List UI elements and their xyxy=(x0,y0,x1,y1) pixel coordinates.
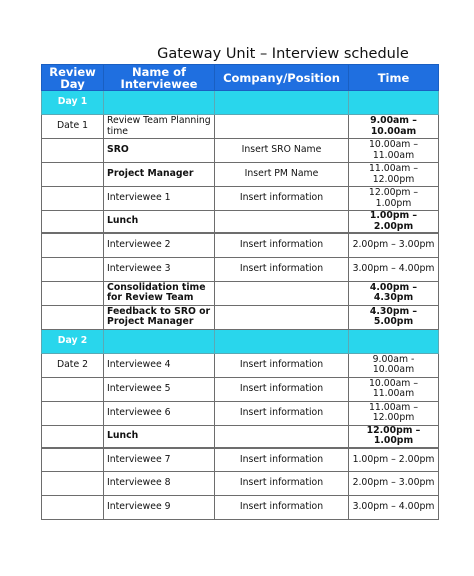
day-cell xyxy=(42,425,104,448)
company-position-cell xyxy=(215,305,349,329)
company-position-cell: Insert information xyxy=(215,377,349,401)
schedule-row xyxy=(42,257,439,281)
interviewee-name-cell: Interviewee 3 xyxy=(104,257,215,281)
day-band-cell xyxy=(349,329,439,353)
time-cell: 9.00am - 10.00am xyxy=(349,353,439,377)
company-position-cell xyxy=(215,425,349,448)
company-position-cell: Insert information xyxy=(215,496,349,520)
day-cell xyxy=(42,496,104,520)
lunch-row xyxy=(42,211,439,234)
day-cell: Date 1 xyxy=(42,115,104,139)
day-cell xyxy=(42,401,104,425)
schedule-row xyxy=(42,115,439,139)
interviewee-name-cell: Interviewee 4 xyxy=(104,353,215,377)
time-cell: 1.00pm – 2.00pm xyxy=(349,211,439,234)
company-position-cell: Insert information xyxy=(215,233,349,257)
day-band-cell xyxy=(215,329,349,353)
time-cell: 11.00am – 12.00pm xyxy=(349,163,439,187)
day-band-cell xyxy=(349,91,439,115)
time-cell: 4.30pm – 5.00pm xyxy=(349,305,439,329)
header-review-day: Review Day xyxy=(42,65,104,91)
header-row xyxy=(42,65,439,91)
header-company: Company/Position xyxy=(215,65,349,91)
schedule-row xyxy=(42,377,439,401)
interviewee-name-cell: Consolidation time for Review Team xyxy=(104,281,215,305)
schedule-row xyxy=(42,496,439,520)
interviewee-name-cell: Interviewee 2 xyxy=(104,233,215,257)
interviewee-name-cell: Interviewee 7 xyxy=(104,448,215,472)
day-cell xyxy=(42,163,104,187)
company-position-cell: Insert information xyxy=(215,401,349,425)
time-cell: 12.00pm – 1.00pm xyxy=(349,187,439,211)
time-cell: 2.00pm – 3.00pm xyxy=(349,472,439,496)
header-name: Name of Interviewee xyxy=(104,65,215,91)
day-cell: Date 2 xyxy=(42,353,104,377)
schedule-row xyxy=(42,472,439,496)
company-position-cell: Insert information xyxy=(215,187,349,211)
company-position-cell: Insert information xyxy=(215,353,349,377)
day-cell xyxy=(42,281,104,305)
schedule-row xyxy=(42,353,439,377)
day-cell xyxy=(42,187,104,211)
company-position-cell: Insert PM Name xyxy=(215,163,349,187)
time-cell: 9.00am – 10.00am xyxy=(349,115,439,139)
time-cell: 1.00pm – 2.00pm xyxy=(349,448,439,472)
day-band-row xyxy=(42,91,439,115)
interviewee-name-cell: Lunch xyxy=(104,211,215,234)
company-position-cell: Insert SRO Name xyxy=(215,139,349,163)
time-cell: 10.00am – 11.00am xyxy=(349,377,439,401)
company-position-cell xyxy=(215,115,349,139)
company-position-cell: Insert information xyxy=(215,472,349,496)
day-band-cell xyxy=(104,329,215,353)
header-time: Time xyxy=(349,65,439,91)
day-band-cell xyxy=(104,91,215,115)
day-cell xyxy=(42,139,104,163)
interviewee-name-cell: Interviewee 5 xyxy=(104,377,215,401)
page-title: Gateway Unit – Interview schedule xyxy=(157,46,409,62)
schedule-row xyxy=(42,448,439,472)
time-cell: 3.00pm – 4.00pm xyxy=(349,496,439,520)
company-position-cell: Insert information xyxy=(215,257,349,281)
interviewee-name-cell: Project Manager xyxy=(104,163,215,187)
interviewee-name-cell: Review Team Planning time xyxy=(104,115,215,139)
interviewee-name-cell: Interviewee 9 xyxy=(104,496,215,520)
schedule-row xyxy=(42,305,439,329)
day-band-label: Day 2 xyxy=(42,329,104,353)
interviewee-name-cell: Interviewee 8 xyxy=(104,472,215,496)
day-cell xyxy=(42,448,104,472)
schedule-row xyxy=(42,281,439,305)
interviewee-name-cell: Lunch xyxy=(104,425,215,448)
interviewee-name-cell: Interviewee 6 xyxy=(104,401,215,425)
interviewee-name-cell: Feedback to SRO or Project Manager xyxy=(104,305,215,329)
schedule-row xyxy=(42,139,439,163)
schedule-row xyxy=(42,401,439,425)
company-position-cell: Insert information xyxy=(215,448,349,472)
time-cell: 11.00am – 12.00pm xyxy=(349,401,439,425)
day-cell xyxy=(42,377,104,401)
time-cell: 4.00pm – 4.30pm xyxy=(349,281,439,305)
day-band-row xyxy=(42,329,439,353)
time-cell: 3.00pm – 4.00pm xyxy=(349,257,439,281)
day-cell xyxy=(42,211,104,234)
schedule-row xyxy=(42,187,439,211)
time-cell: 12.00pm – 1.00pm xyxy=(349,425,439,448)
day-cell xyxy=(42,305,104,329)
interviewee-name-cell: Interviewee 1 xyxy=(104,187,215,211)
day-band-cell xyxy=(215,91,349,115)
schedule-row xyxy=(42,233,439,257)
day-cell xyxy=(42,233,104,257)
day-cell xyxy=(42,257,104,281)
lunch-row xyxy=(42,425,439,448)
company-position-cell xyxy=(215,211,349,234)
day-cell xyxy=(42,472,104,496)
time-cell: 2.00pm – 3.00pm xyxy=(349,233,439,257)
interviewee-name-cell: SRO xyxy=(104,139,215,163)
time-cell: 10.00am – 11.00am xyxy=(349,139,439,163)
day-band-label: Day 1 xyxy=(42,91,104,115)
company-position-cell xyxy=(215,281,349,305)
interview-schedule-table xyxy=(41,64,439,520)
schedule-row xyxy=(42,163,439,187)
